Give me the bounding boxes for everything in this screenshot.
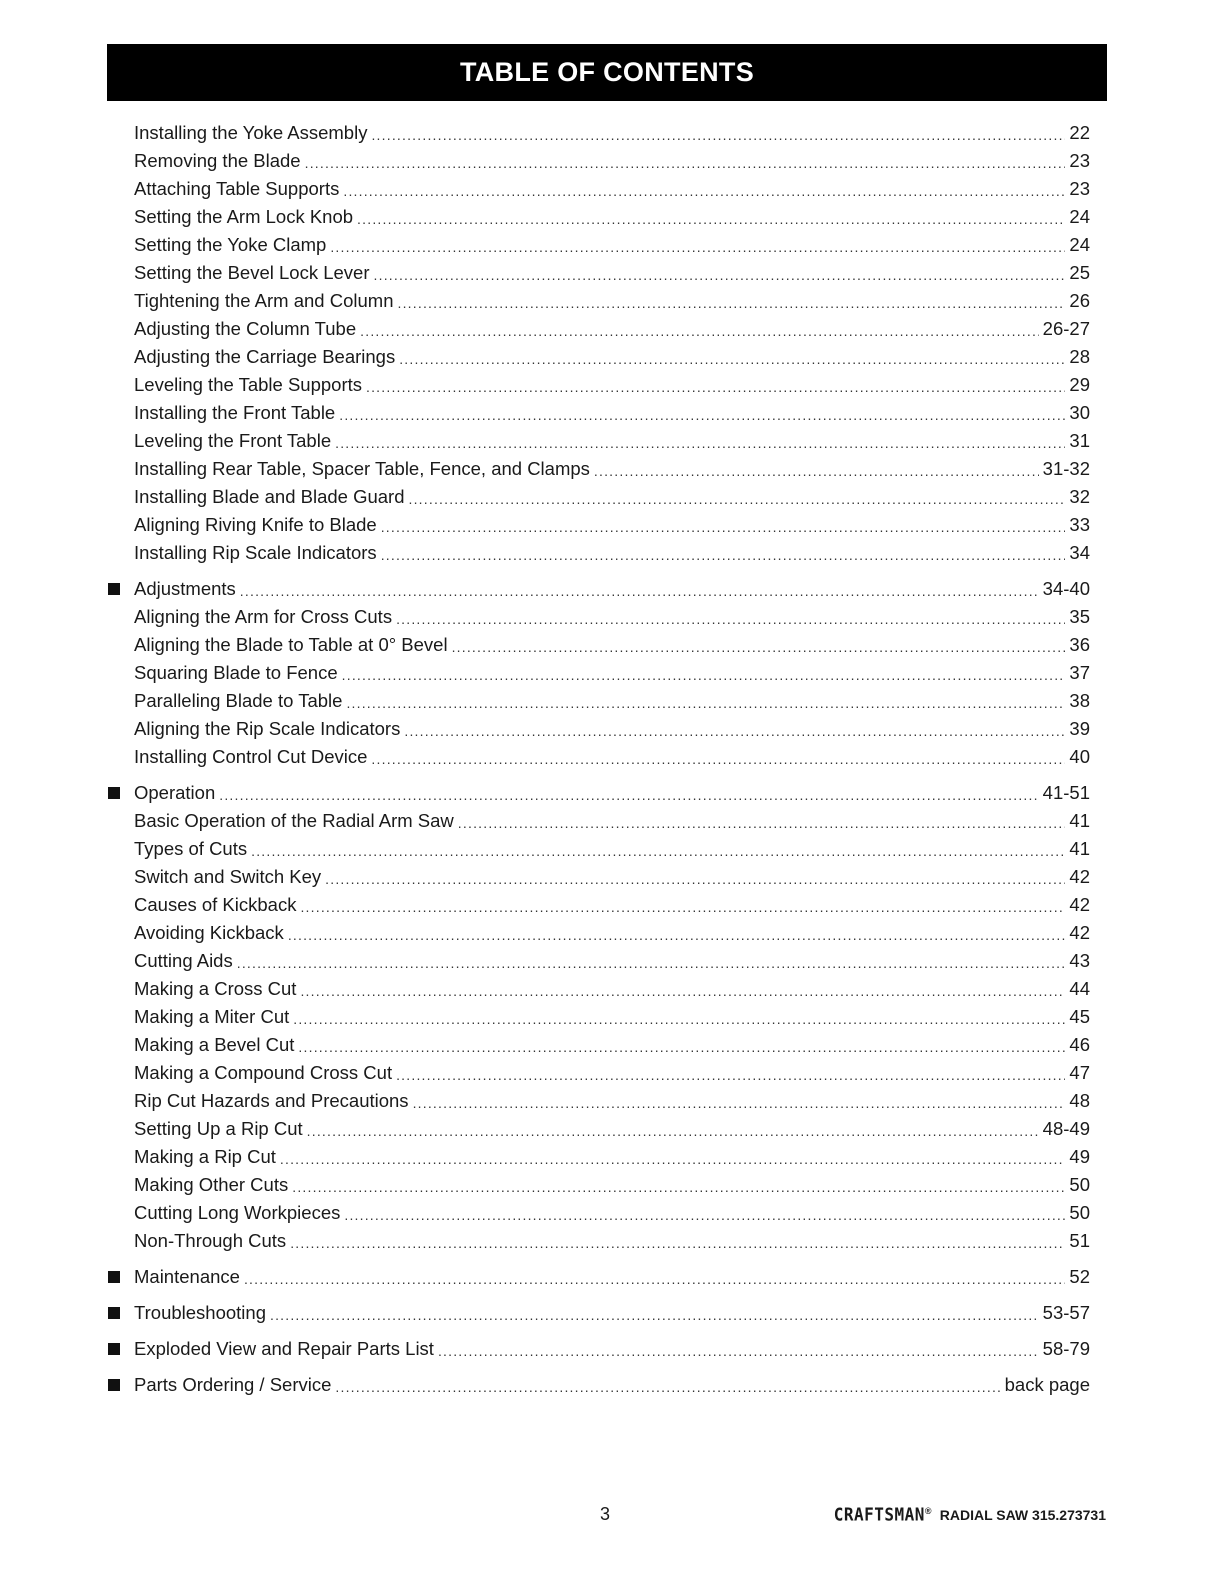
toc-entry-page: 46 — [1069, 1034, 1090, 1055]
dot-leader — [360, 317, 1039, 345]
toc-entry-page: 34-40 — [1042, 578, 1090, 599]
toc-entry[interactable] — [108, 807, 1090, 835]
toc-entry-page: 52 — [1069, 1266, 1090, 1287]
toc-entry-page: 26-27 — [1042, 318, 1090, 339]
toc-entry[interactable] — [108, 539, 1090, 567]
dot-leader — [298, 1033, 1065, 1061]
craftsman-logo: CRAFTSMAN — [833, 1504, 925, 1525]
toc-entry-page: 32 — [1069, 486, 1090, 507]
square-bullet-icon — [108, 1307, 120, 1319]
toc-entry-label: Leveling the Table Supports — [134, 374, 362, 395]
toc-entry-page: 24 — [1069, 234, 1090, 255]
dot-leader — [371, 745, 1065, 773]
toc-entry-label: Setting the Arm Lock Knob — [134, 206, 354, 227]
toc-entry-page: 33 — [1069, 514, 1090, 535]
toc-entry-page: 35 — [1069, 606, 1090, 627]
dot-leader — [413, 1089, 1066, 1117]
toc-entry-label: Adjustments — [134, 578, 236, 599]
toc-entry-page: 31 — [1069, 430, 1090, 451]
dot-leader — [339, 401, 1065, 429]
toc-entry[interactable] — [108, 603, 1090, 631]
dot-leader — [335, 1373, 1000, 1401]
toc-entry[interactable] — [108, 631, 1090, 659]
dot-leader — [366, 373, 1065, 401]
toc-entry-label: Installing Control Cut Device — [134, 746, 368, 767]
toc-entry-label: Installing the Front Table — [134, 402, 336, 423]
toc-entry-label: Installing Rip Scale Indicators — [134, 542, 377, 563]
table-of-contents — [108, 119, 1090, 1399]
toc-entry[interactable] — [108, 1115, 1090, 1143]
toc-entry[interactable] — [108, 1227, 1090, 1255]
dot-leader — [452, 633, 1066, 661]
toc-entry-page: 34 — [1069, 542, 1090, 563]
toc-entry-label: Making a Bevel Cut — [134, 1034, 295, 1055]
square-bullet-icon — [108, 1271, 120, 1283]
dot-leader — [290, 1229, 1065, 1257]
toc-entry-label: Aligning the Blade to Table at 0° Bevel — [134, 634, 448, 655]
toc-entry-page: 51 — [1069, 1230, 1090, 1251]
toc-entry-page: 40 — [1069, 746, 1090, 767]
dot-leader — [458, 809, 1066, 837]
toc-entry-page: 23 — [1069, 178, 1090, 199]
toc-entry[interactable] — [108, 715, 1090, 743]
square-bullet-icon — [108, 583, 120, 595]
dot-leader — [292, 1173, 1065, 1201]
toc-entry-label: Making a Compound Cross Cut — [134, 1062, 393, 1083]
toc-entry-label: Making Other Cuts — [134, 1174, 289, 1195]
toc-entry-label: Making a Rip Cut — [134, 1146, 276, 1167]
toc-entry-page: 31-32 — [1042, 458, 1090, 479]
toc-entry-page: 42 — [1069, 894, 1090, 915]
dot-leader — [300, 893, 1065, 921]
toc-entry-label: Basic Operation of the Radial Arm Saw — [134, 810, 454, 831]
toc-entry[interactable] — [108, 203, 1090, 231]
toc-entry-label: Making a Cross Cut — [134, 978, 297, 999]
dot-leader — [399, 345, 1065, 373]
toc-entry[interactable] — [108, 975, 1090, 1003]
toc-entry-label: Maintenance — [134, 1266, 240, 1287]
dot-leader — [357, 205, 1065, 233]
dot-leader — [305, 149, 1066, 177]
dot-leader — [342, 661, 1066, 689]
toc-entry-label: Exploded View and Repair Parts List — [134, 1338, 434, 1359]
title-banner — [107, 44, 1107, 101]
dot-leader — [219, 781, 1038, 809]
toc-entry-page: 39 — [1069, 718, 1090, 739]
dot-leader — [280, 1145, 1066, 1173]
dot-leader — [251, 837, 1065, 865]
dot-leader — [244, 1265, 1065, 1293]
dot-leader — [335, 429, 1065, 457]
square-bullet-icon — [108, 1379, 120, 1391]
toc-entry[interactable] — [108, 455, 1090, 483]
toc-entry[interactable] — [108, 119, 1090, 147]
toc-entry-page: 49 — [1069, 1146, 1090, 1167]
toc-entry-label: Adjusting the Column Tube — [134, 318, 357, 339]
toc-entry[interactable] — [108, 1199, 1090, 1227]
dot-leader — [396, 1061, 1065, 1089]
dot-leader — [344, 1201, 1065, 1229]
toc-entry[interactable] — [108, 315, 1090, 343]
toc-entry-page: 42 — [1069, 922, 1090, 943]
toc-entry[interactable] — [108, 947, 1090, 975]
dot-leader — [409, 485, 1066, 513]
toc-entry-page: 37 — [1069, 662, 1090, 683]
toc-section-entry[interactable] — [108, 1371, 1090, 1399]
toc-entry-label: Non-Through Cuts — [134, 1230, 287, 1251]
dot-leader — [293, 1005, 1065, 1033]
toc-entry-page: 41-51 — [1042, 782, 1090, 803]
dot-leader — [381, 541, 1066, 569]
toc-entry-label: Types of Cuts — [134, 838, 248, 859]
toc-entry[interactable] — [108, 259, 1090, 287]
toc-entry-label: Operation — [134, 782, 216, 803]
toc-entry-page: 24 — [1069, 206, 1090, 227]
toc-entry[interactable] — [108, 399, 1090, 427]
toc-entry[interactable] — [108, 919, 1090, 947]
toc-entry-label: Adjusting the Carriage Bearings — [134, 346, 396, 367]
toc-entry-page: 50 — [1069, 1202, 1090, 1223]
toc-entry-label: Making a Miter Cut — [134, 1006, 290, 1027]
toc-entry-label: Setting Up a Rip Cut — [134, 1118, 303, 1139]
toc-entry-page: 38 — [1069, 690, 1090, 711]
toc-entry-label: Removing the Blade — [134, 150, 301, 171]
toc-entry-page: 25 — [1069, 262, 1090, 283]
toc-entry-label: Setting the Yoke Clamp — [134, 234, 327, 255]
dot-leader — [371, 121, 1065, 149]
toc-entry-label: Squaring Blade to Fence — [134, 662, 338, 683]
toc-entry-page: 36 — [1069, 634, 1090, 655]
dot-leader — [330, 233, 1065, 261]
toc-entry-page: 22 — [1069, 122, 1090, 143]
toc-entry[interactable] — [108, 1031, 1090, 1059]
registered-mark: ® — [924, 1506, 932, 1516]
toc-entry-label: Cutting Aids — [134, 950, 233, 971]
toc-entry-label: Aligning Riving Knife to Blade — [134, 514, 377, 535]
toc-entry[interactable] — [108, 891, 1090, 919]
toc-section-entry[interactable] — [108, 1335, 1090, 1363]
toc-entry-label: Rip Cut Hazards and Precautions — [134, 1090, 409, 1111]
toc-entry-page: 50 — [1069, 1174, 1090, 1195]
toc-entry-page: 41 — [1069, 838, 1090, 859]
toc-entry-label: Installing Blade and Blade Guard — [134, 486, 405, 507]
toc-entry-page: 53-57 — [1042, 1302, 1090, 1323]
dot-leader — [300, 977, 1065, 1005]
toc-entry[interactable] — [108, 1059, 1090, 1087]
toc-entry[interactable] — [108, 743, 1090, 771]
toc-entry-page: 23 — [1069, 150, 1090, 171]
dot-leader — [381, 513, 1066, 541]
dot-leader — [346, 689, 1065, 717]
dot-leader — [237, 949, 1066, 977]
toc-entry-label: Cutting Long Workpieces — [134, 1202, 341, 1223]
toc-entry-label: Causes of Kickback — [134, 894, 297, 915]
toc-entry-page: 42 — [1069, 866, 1090, 887]
toc-entry-label: Troubleshooting — [134, 1302, 266, 1323]
dot-leader — [343, 177, 1065, 205]
toc-entry-page: 41 — [1069, 810, 1090, 831]
page-number: 3 — [600, 1504, 611, 1524]
toc-entry-label: Installing the Yoke Assembly — [134, 122, 368, 143]
toc-section-entry[interactable] — [108, 1299, 1090, 1327]
toc-entry[interactable] — [108, 1171, 1090, 1199]
square-bullet-icon — [108, 1343, 120, 1355]
toc-entry[interactable] — [108, 175, 1090, 203]
toc-entry-page: 29 — [1069, 374, 1090, 395]
page-title: TABLE OF CONTENTS — [459, 57, 755, 87]
dot-leader — [288, 921, 1066, 949]
toc-entry[interactable] — [108, 343, 1090, 371]
toc-entry-page: 43 — [1069, 950, 1090, 971]
toc-entry[interactable] — [108, 427, 1090, 455]
toc-entry-label: Paralleling Blade to Table — [134, 690, 343, 711]
dot-leader — [404, 717, 1065, 745]
dot-leader — [396, 605, 1065, 633]
toc-entry-label: Parts Ordering / Service — [134, 1374, 332, 1395]
toc-section-entry[interactable] — [108, 575, 1090, 603]
dot-leader — [594, 457, 1039, 485]
brand-line — [834, 1505, 1106, 1524]
toc-entry-label: Aligning the Arm for Cross Cuts — [134, 606, 393, 627]
toc-entry[interactable] — [108, 863, 1090, 891]
dot-leader — [240, 577, 1039, 605]
toc-entry[interactable] — [108, 835, 1090, 863]
model-number: RADIAL SAW 315.273731 — [939, 1507, 1106, 1523]
toc-entry[interactable] — [108, 1003, 1090, 1031]
toc-entry[interactable] — [108, 511, 1090, 539]
toc-entry-page: 45 — [1069, 1006, 1090, 1027]
page-footer — [0, 1504, 1224, 1528]
toc-entry-label: Aligning the Rip Scale Indicators — [134, 718, 401, 739]
toc-entry-label: Setting the Bevel Lock Lever — [134, 262, 370, 283]
toc-entry[interactable] — [108, 1087, 1090, 1115]
toc-section-entry[interactable] — [108, 1263, 1090, 1291]
toc-entry-label: Switch and Switch Key — [134, 866, 322, 887]
toc-entry-page: 44 — [1069, 978, 1090, 999]
toc-entry[interactable] — [108, 371, 1090, 399]
square-bullet-icon — [108, 787, 120, 799]
toc-entry-page: back page — [1004, 1374, 1090, 1395]
toc-entry-page: 28 — [1069, 346, 1090, 367]
dot-leader — [307, 1117, 1039, 1145]
toc-entry[interactable] — [108, 1143, 1090, 1171]
toc-entry-label: Attaching Table Supports — [134, 178, 340, 199]
toc-entry[interactable] — [108, 287, 1090, 315]
toc-entry[interactable] — [108, 147, 1090, 175]
dot-leader — [374, 261, 1066, 289]
toc-entry-page: 48-49 — [1042, 1118, 1090, 1139]
dot-leader — [325, 865, 1065, 893]
toc-entry[interactable] — [108, 231, 1090, 259]
toc-entry[interactable] — [108, 659, 1090, 687]
toc-entry-page: 26 — [1069, 290, 1090, 311]
toc-entry-label: Leveling the Front Table — [134, 430, 332, 451]
toc-entry-page: 58-79 — [1042, 1338, 1090, 1359]
toc-entry-page: 30 — [1069, 402, 1090, 423]
toc-entry-label: Installing Rear Table, Spacer Table, Fence, and Clamps — [134, 458, 590, 479]
toc-section-entry[interactable] — [108, 779, 1090, 807]
toc-entry[interactable] — [108, 483, 1090, 511]
dot-leader — [270, 1301, 1039, 1329]
toc-entry-label: Avoiding Kickback — [134, 922, 284, 943]
dot-leader — [398, 289, 1066, 317]
dot-leader — [438, 1337, 1039, 1365]
toc-entry-page: 48 — [1069, 1090, 1090, 1111]
toc-entry-page: 47 — [1069, 1062, 1090, 1083]
toc-entry-label: Tightening the Arm and Column — [134, 290, 394, 311]
toc-entry[interactable] — [108, 687, 1090, 715]
